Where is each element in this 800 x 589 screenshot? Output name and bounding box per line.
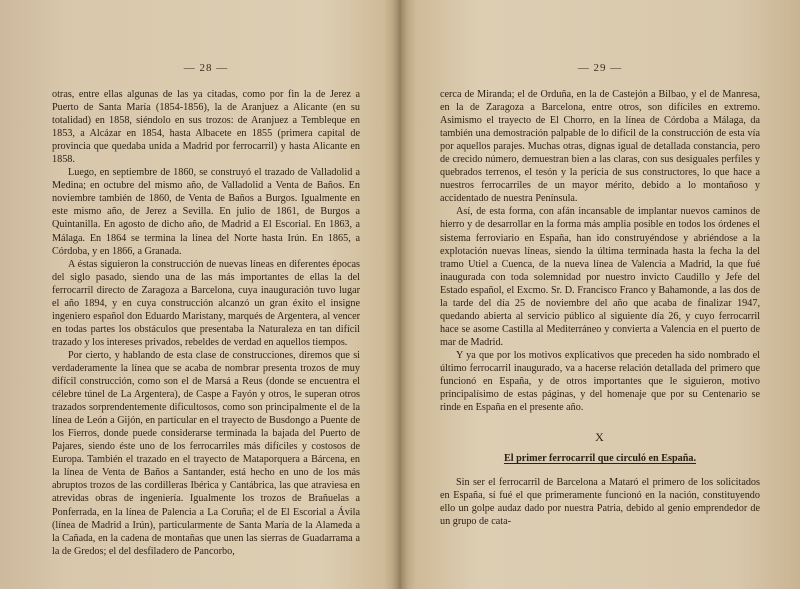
right-page-body-continued <box>440 476 760 528</box>
right-page <box>400 0 800 589</box>
page-number-left: — 28 — <box>183 62 229 74</box>
paragraph: otras, entre ellas algunas de las ya citadas, como por fin la de Jerez a Puerto de Santa María (1854-1856), la de Aranjuez a Alicante (en su totalidad) en 1858, siéndolo en sus trozos: de Aranjuez a Tembleque en 1853, a Alcázar en 1854, hasta Albacete en 1855 (primera capital de provincia que quedaba unida a Madrid por ferrocarril) y hasta Alicante en 1858. <box>52 89 360 166</box>
paragraph: Así, de esta forma, con afán incansable de implantar nuevos caminos de hierro y de desarrollar en la forma más amplia posible en todos los órdenes el sistema ferroviario en España, han ido construyéndose y abriéndose a la explotación nuevas líneas, siendo la última terminada hasta la fecha la del tramo Utiel a Cuenca, de la nueva línea de Valencia a Madrid, la que fué inaugurada con toda solemnidad por nuestro invicto Caudillo y Jefe del Estado español, el Excmo. Sr. D. Francisco Franco y Bahamonde, a las dos de la tarde del día 25 de noviembre del año que acaba de finalizar 1947, quedando abierta al servicio público al siguiente día 26, y cuyo ferrocarril hace se asome Castilla al Mediterráneo y convierta a Valencia en el puerto de mar de Madrid. <box>440 206 760 348</box>
paragraph: cerca de Miranda; el de Orduña, en la de Castejón a Bilbao, y el de Manresa, en la de Zaragoza a Barcelona, entre otros, son difíciles en extremo. Asimismo el trayecto de El Chorro, en la línea de Córdoba a Málaga, da también una demostración palpable de lo difícil de la construcción de esta vía por aquellos parajes. Muchas otras, dignas igual de detallada constancia, pero de crecido número, demuestran bien a las claras, con sus desiguales perfiles y quebrados terrenos, el tesón y la pericia de sus constructores, lo que hace a nuestros ferrocarriles de un mayor mérito, debido a lo montañoso y accidentado de nuestra Península. <box>440 89 760 205</box>
paragraph: A éstas siguieron la construcción de nuevas líneas en diferentes épocas del siglo pasado, siendo una de las más importantes de ellas la del ferrocarril directo de Zaragoza a Barcelona, cuya inauguración tuvo lugar el año 1894, y en cuya construcción alcanzó un gran éxito el insigne ingeniero español don Eduardo Maristany, marqués de Argentera, al vencer en todas partes los obstáculos que presentaba la Naturaleza en tan difícil trazado y los intereses privados, rebeldes de verdad en aquellos tiempos. <box>52 258 360 348</box>
left-page-body <box>52 88 360 558</box>
paragraph: Sin ser el ferrocarril de Barcelona a Mataró el primero de los solicitados en España, sí fué el que primeramente funcionó en la nación, constituyendo ello un golpe audaz dado por nuestra Patria, debido al genio emprendedor de un grupo de cata- <box>440 477 760 528</box>
paragraph: Por cierto, y hablando de esta clase de construcciones, diremos que si verdaderamente la línea que se acaba de nombrar presenta trozos de muy difícil construcción, como son el de Marsá a Reus (donde se encuentra el célebre túnel de La Argentera), de Caspe a Fayón y otros, le superan otros trazados sorprendentemente dificultosos, como son principalmente el de la línea de León a Gijón, en particular en el trayecto de Busdongo a Puente de los Fierros, donde puede considerarse terminada la bajada del Puerto de Pajares, siendo éste uno de los ferrocarriles más difíciles y costosos de Europa. También el trazado en el trayecto de Mataporquera a Bárcena, en la línea de Venta de Baños a Santander, está hecho en uno de los más abruptos trozos de las cordilleras Ibérica y Cantábrica, las que atraviesa en atrevidas obras de ingeniería. Igualmente los trozos de Brañuelas a Ponferrada, en la línea de Palencia a La Coruña; el de El Escorial a Ávila (línea de Madrid a Irún), particularmente de Santa María de la Alameda a la Cañada, en la cadena de montañas que unen las sierras de Guadarrama a la de Gredos; el del desfiladero de Pancorbo, <box>52 349 360 557</box>
paragraph: Luego, en septiembre de 1860, se construyó el trazado de Valladolid a Medina; en octubre del mismo año, de Valladolid a Venta de Baños. En noviembre también de 1860, de Venta de Baños a Burgos. Igualmente en este mismo año, de Jerez a Sevilla. En julio de 1861, de Burgos a Quintanilla. En agosto de dicho año, de Madrid a El Escorial. En 1863, a Málaga. En 1864 se termina la línea del Norte hasta Irún. En 1865, a Córdoba, y en 1866, a Granada. <box>52 167 360 257</box>
right-page-body <box>440 88 760 414</box>
section-number: X <box>595 430 605 445</box>
page-number-right: — 29 — <box>577 62 623 74</box>
section-title: El primer ferrocarril que circuló en España. <box>503 453 697 465</box>
paragraph: Y ya que por los motivos explicativos que preceden ha sido nombrado el último ferrocarril inaugurado, va a hacerse relación detallada del primero que funcionó en España, y de otros importantes que le siguieron, motivo principalísimo de estas páginas, y del homenaje que por su Centenario se rinde en España en el presente año. <box>440 349 760 414</box>
